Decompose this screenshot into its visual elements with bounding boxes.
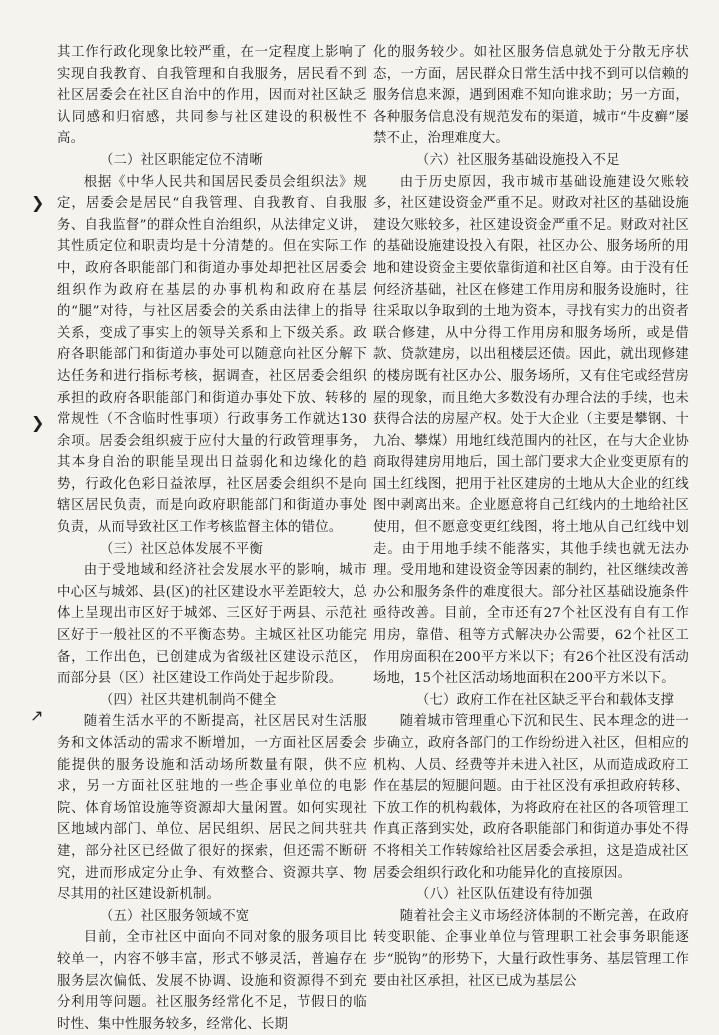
- paragraph: 由于历史原因，我市城市基础设施建设欠账较多，社区建设资金严重不足。财政对社区的基础设施建设欠账较多，社区建设资金严重不足。财政对社区的基础设施建设投入有限，社区办公、服务场所的用地和建设资金主要依靠街道和社区自筹。由于没有任何经济基础，社区在修建工作用房和服务设施时，往往采取以争取到的土地为资本，寻找有实力的出资者联合修建，从中分得工作用房和服务场所，或是借款、贷款建房，以出租楼层还债。因此，就出现修建的楼房既有社区办公、服务场所，又有住宅或经营房屋的现象，而且绝大多数没有办理合法的手续，也未获得合法的房屋产权。处于大企业（主要是攀钢、十九冶、攀煤）用地红线范围内的社区，在与大企业协商取得建房用地后，国土部门要求大企业变更原有的国土红线图，把用于社区建房的土地从大企业的红线图中剥离出来。企业愿意将自己红线内的土地给社区使用，但不愿意变更红线图，将土地从自己红线中划走。由于用地手续不能落实，其他手续也就无法办理。受用地和建设资金等因素的制约，社区继续改善办公和服务条件的难度很大。部分社区基础设施条件亟待改善。目前，全市还有27个社区没有自有工作用房，靠借、租等方式解决办公需要，62个社区工作用房面积在200平方米以下；有26个社区没有活动场地，15个社区活动场地面积在200平方米以下。: [373, 174, 689, 687]
- paragraph: 随着城市管理重心下沉和民生、民本理念的进一步确立，政府各部门的工作纷纷进入社区，但相应的机构、人员、经费等并未进入社区，从而造成政府工作在基层的短腿问题。由于社区没有承担政府转移、下放工作的机构载体，为将政府在社区的各项管理工作真正落到实处，政府各职能部门和街道办事处不得不将相关工作转嫁给社区居委会承担，这是造成社区居委会组织行政化和功能异化的直接原因。: [373, 714, 689, 881]
- section-heading: （五）社区服务领域不宽: [99, 908, 250, 924]
- section-heading: （二）社区职能定位不清晰: [99, 152, 263, 168]
- left-column: [57, 42, 367, 1035]
- paragraph: 由于受地域和经济社会发展水平的影响，城市中心区与城郊、县(区)的社区建设水平差距较大，总体上呈现出市区好于城郊、三区好于两县、示范社区好于一般社区的不平衡态势。主城区社区功能完备，工作出色，已创建成为省级社区建设示范区，而部分县（区）社区建设工作尚处于起步阶段。: [57, 563, 367, 687]
- section-heading: （六）社区服务基础设施投入不足: [415, 152, 620, 168]
- section-heading: （三）社区总体发展不平衡: [99, 541, 263, 557]
- section-heading: （四）社区共建机制尚不健全: [99, 692, 277, 708]
- margin-mark-1: ❯: [31, 193, 45, 212]
- paragraph: 其工作行政化现象比较严重，在一定程度上影响了实现自我教育、自我管理和自我服务，居民看不到社区居委会在社区自治中的作用，因而对社区缺乏认同感和归宿感，共同参与社区建设的积极性不高。: [57, 45, 367, 147]
- section-heading: （七）政府工作在社区缺乏平台和载体支撑: [415, 692, 675, 708]
- paragraph: 根据《中华人民共和国居民委员会组织法》规定，居委会是居民“自我管理、自我教育、自我服务、自我监督”的群众性自治组织，从法律定义讲，其性质定位和职责均是十分清楚的。但在实际工作中，政府各职能部门和街道办事处却把社区居委会组织作为政府在基层的办事机构和政府在基层的“腿”对待，与社区居委会的关系由法律上的指导关系，变成了事实上的领导关系和上下级关系。政府各职能部门和街道办事处可以随意向社区分解下达任务和进行指标考核，据调查，社区居委会组织承担的政府各职能部门和街道办事处下放、转移的常规性（不含临时性事项）行政事务工作就达130余项。居委会组织疲于应付大量的行政管理事务，其本身自治的职能呈现出日益弱化和边缘化的趋势，行政化色彩日益浓厚，社区居委会组织不是向辖区居民负责，而是向政府职能部门和街道办事处负责，从而导致社区工作考核监督主体的错位。: [57, 174, 367, 536]
- paragraph: 目前，全市社区中面向不同对象的服务项目比较单一，内容不够丰富，形式不够灵活，普遍存在服务层次偏低、发展不协调、设施和资源得不到充分利用等问题。社区服务经常化不足，节假日的临时性、集中性服务较多，经常化、长期: [57, 930, 367, 1032]
- paragraph: 随着生活水平的不断提高，社区居民对生活服务和文体活动的需求不断增加，一方面社区居委会能提供的服务设施和活动场所数量有限，供不应求，另一方面社区驻地的一些企事业单位的电影院、体育场馆设施等资源却大量闲置。如何实现社区地域内部门、单位、居民组织、居民之间共驻共建，部分社区已经做了很好的探索，但还需不断研究，进而形成定分止争、有效整合、资源共享、物尽其用的社区建设新机制。: [57, 714, 367, 903]
- paragraph: 随着社会主义市场经济体制的不断完善，在政府转变职能、企事业单位与管理职工社会事务职能逐步“脱钩”的形势下，大量行政性事务、基层管理工作要由社区承担，社区已成为基层公: [373, 908, 689, 989]
- margin-mark-3: ↗: [30, 706, 44, 725]
- right-column: [373, 42, 689, 992]
- paragraph: 化的服务较少。如社区服务信息就处于分散无序状态，一方面，居民群众日常生活中找不到可以信赖的服务信息来源，遇到困难不知向谁求助；另一方面，各种服务信息没有规范发布的渠道，城市“牛皮癣”屡禁不止，治理难度大。: [373, 45, 689, 147]
- margin-mark-2: ❯: [31, 413, 45, 432]
- section-heading: （八）社区队伍建设有待加强: [415, 887, 593, 903]
